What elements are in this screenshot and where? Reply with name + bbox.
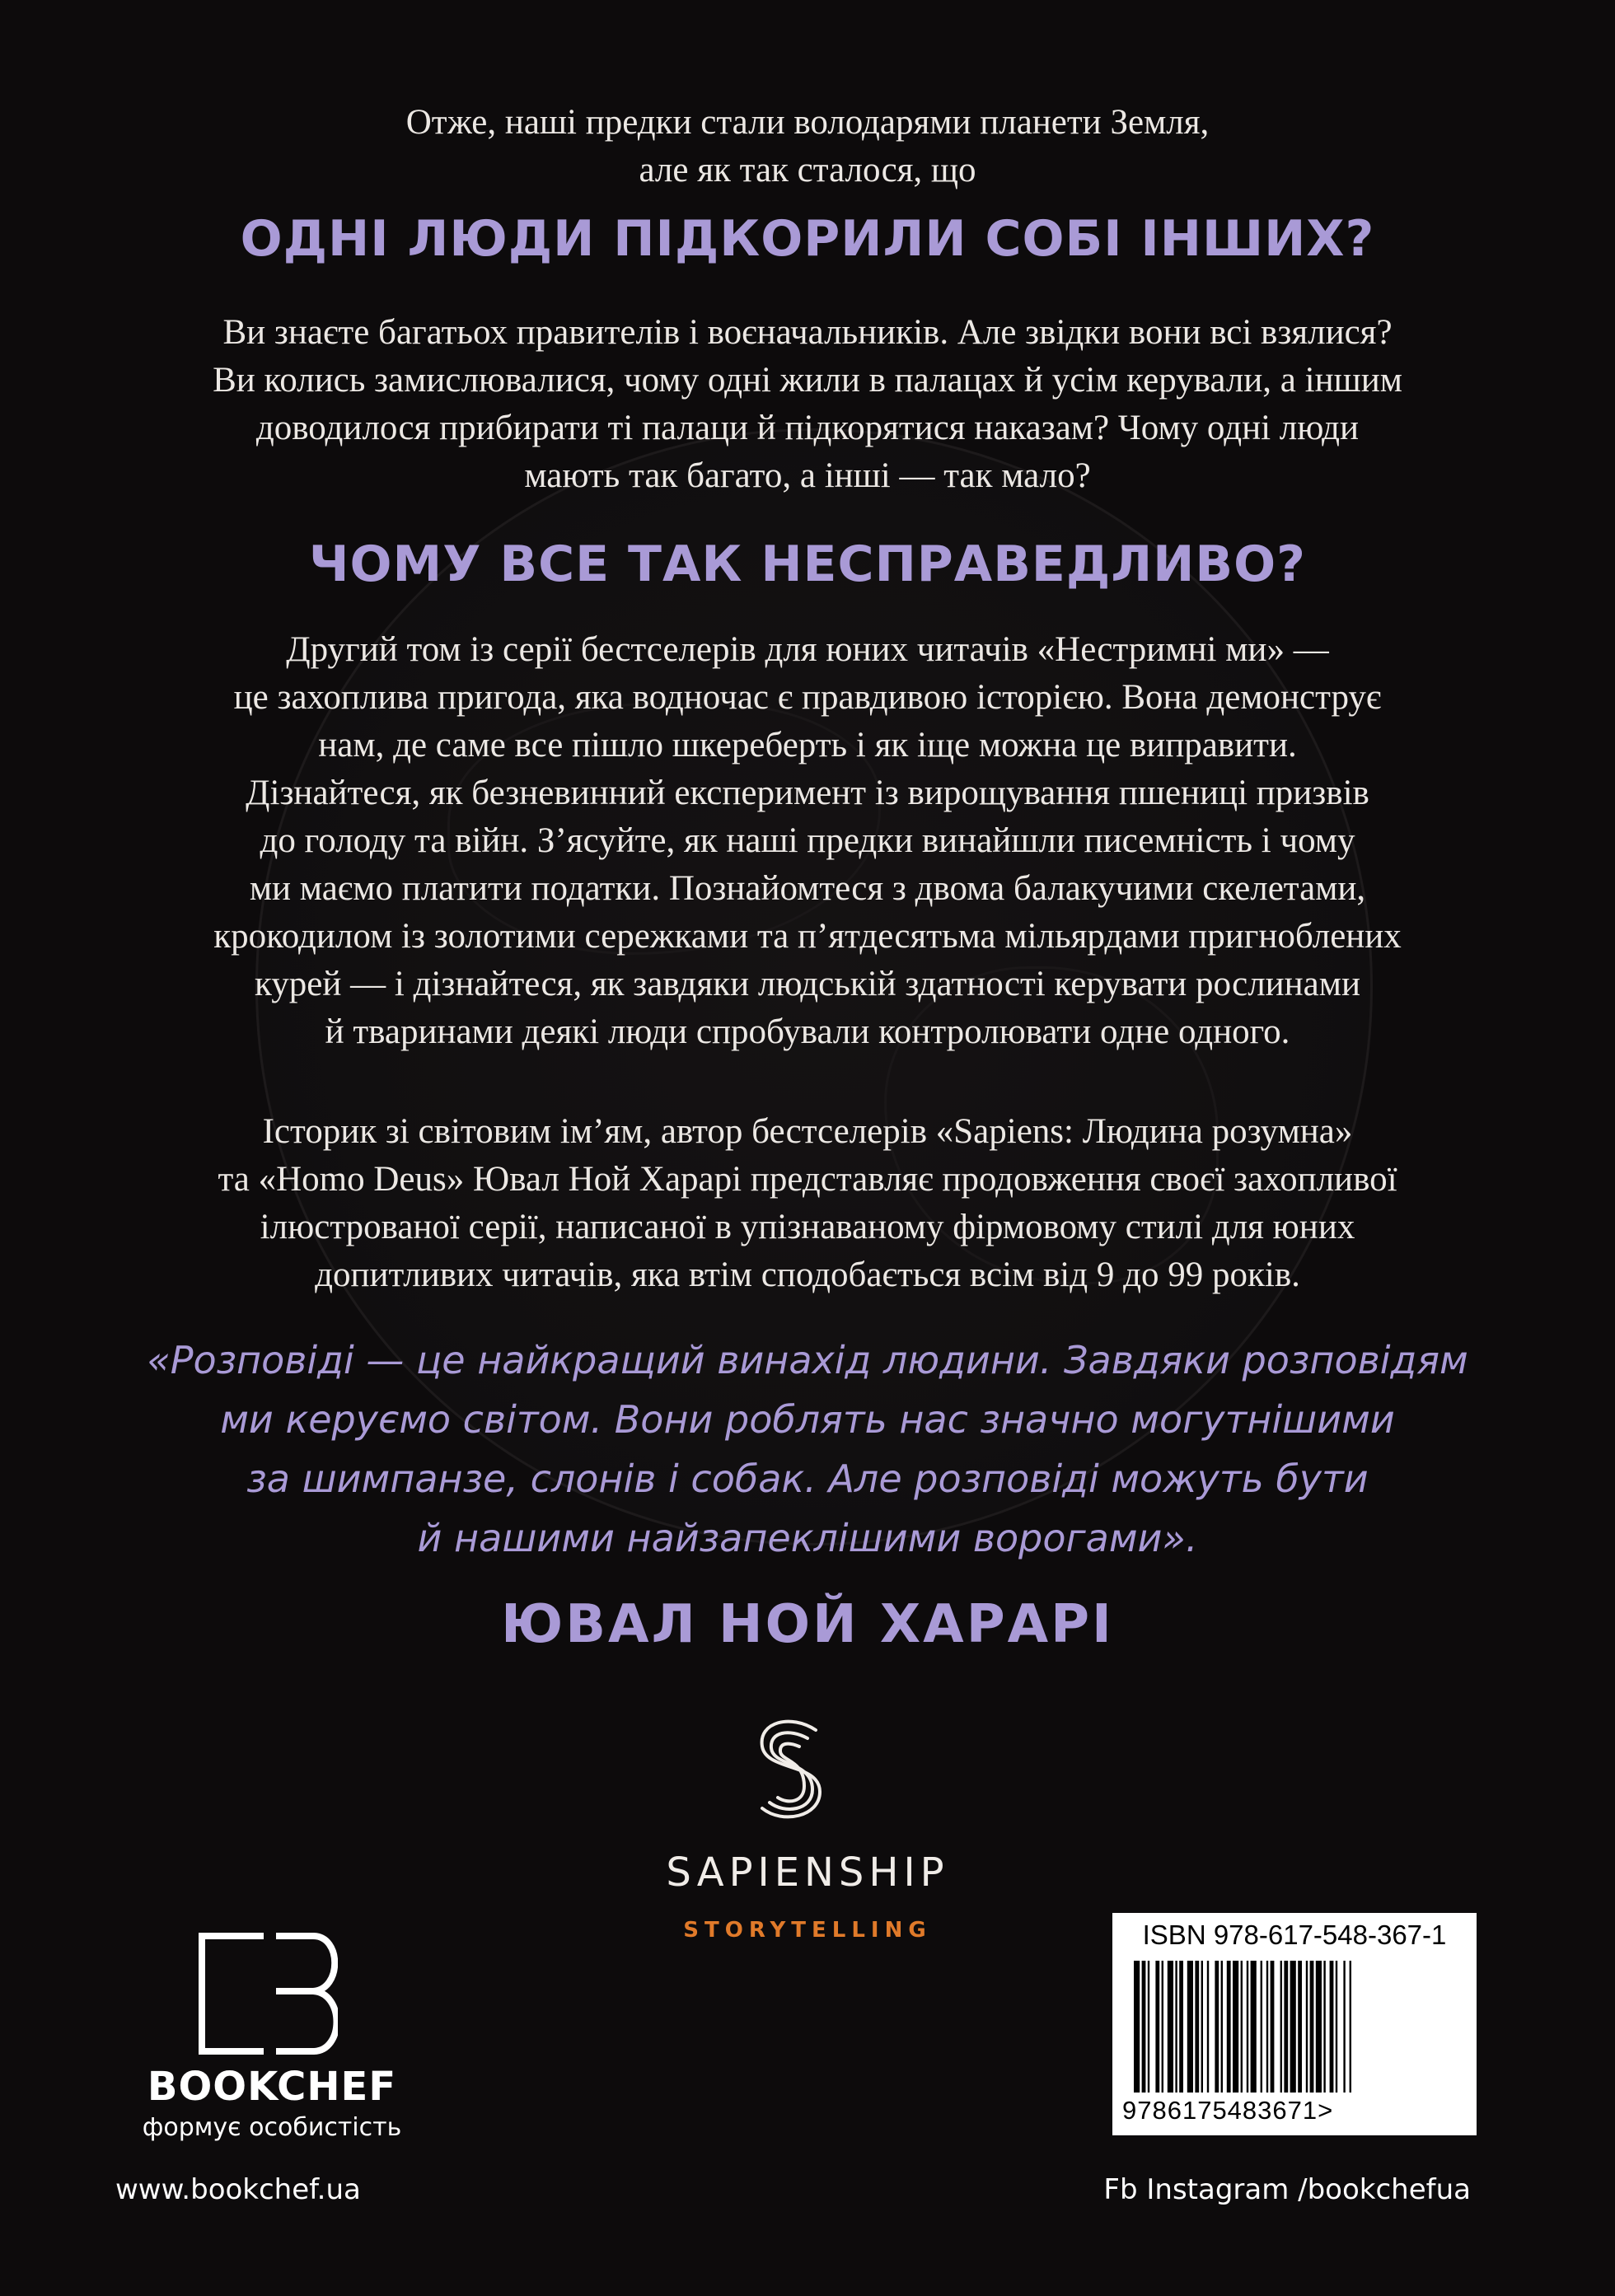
barcode-bar xyxy=(1330,1961,1334,2093)
barcode-bar xyxy=(1316,1961,1322,2093)
barcode-bar xyxy=(1350,1961,1351,2093)
barcode-bar xyxy=(1280,1961,1282,2093)
barcode-bar xyxy=(1155,1961,1159,2093)
quote-author: ЮВАЛ НОЙ ХАРАРІ xyxy=(501,1594,1114,1655)
heading-one: ОДНІ ЛЮДИ ПІДКОРИЛИ СОБІ ІНШИХ? xyxy=(240,210,1375,268)
website-link[interactable]: www.bookchef.ua xyxy=(115,2173,361,2206)
text-line: нам, де саме все пішло шкереберть і як іще можна це виправити. xyxy=(318,726,1297,765)
text-line: допитливих читачів, яка втім сподобається всім від 9 до 99 років. xyxy=(315,1256,1300,1294)
barcode-bar xyxy=(1247,1961,1248,2093)
barcode-bar xyxy=(1310,1961,1314,2093)
text-line: Ви знаєте багатьох правителів і воєначальників. Але звідки вони всі взялися? xyxy=(222,313,1393,352)
sapienship-name: SAPIENSHIP xyxy=(666,1849,949,1896)
text-line: крокодилом із золотими сережками та п’ятдесятьма мільярдами пригноблених xyxy=(213,917,1402,956)
text-line: це захоплива пригода, яка водночас є правдивою історією. Вона демонструє xyxy=(233,678,1382,717)
barcode-bar xyxy=(1148,1961,1149,2093)
barcode-bar xyxy=(1266,1961,1268,2093)
text-line: Історик зі світовим ім’ям, автор бестселерів «Sapiens: Людина розумна» xyxy=(262,1112,1353,1151)
barcode-bar xyxy=(1187,1961,1193,2093)
heading-two: ЧОМУ ВСЕ ТАК НЕСПРАВЕДЛИВО? xyxy=(309,535,1306,593)
barcode-bar xyxy=(1162,1961,1163,2093)
text-line: й тваринами деякі люди спробували контролювати одне одного. xyxy=(325,1012,1290,1051)
cb-logo-icon xyxy=(198,1932,338,2055)
text-line: до голоду та війн. З’ясуйте, як наші предки винайшли писемність і чому xyxy=(260,821,1355,860)
intro-line: Отже, наші предки стали володарями планети Земля, xyxy=(405,103,1210,142)
barcode-bar xyxy=(1284,1961,1288,2093)
quote-line: й нашими найзапеклішими ворогами». xyxy=(417,1516,1198,1560)
barcode-bar xyxy=(1233,1961,1238,2093)
barcode-bar xyxy=(1290,1961,1296,2093)
s-wave-logo-icon xyxy=(742,1714,840,1829)
social-links[interactable]: Fb Instagram /bookchefua xyxy=(1103,2173,1471,2206)
intro-line: але як так сталося, що xyxy=(639,151,976,189)
barcode-bar xyxy=(1261,1961,1262,2093)
text-line: мають так багато, а інші — так мало? xyxy=(524,456,1091,495)
barcode-bar xyxy=(1251,1961,1257,2093)
barcode-digits: 9786175483671> xyxy=(1122,2096,1334,2125)
isbn-label: ISBN 978-617-548-367-1 xyxy=(1142,1920,1447,1950)
quote-line: ми керуємо світом. Вони роблять нас значно могутнішими xyxy=(220,1397,1395,1442)
barcode-bar xyxy=(1195,1961,1199,2093)
bookchef-tagline: формує особистість xyxy=(142,2113,402,2142)
barcode-bar xyxy=(1336,1961,1337,2093)
quote-line: за шимпанзе, слонів і собак. Але розповіді можуть бути xyxy=(246,1457,1369,1501)
text-line: ілюстрованої серії, написаної в упізнаваному фірмовому стилі для юних xyxy=(260,1208,1355,1246)
barcode-panel xyxy=(1112,1913,1477,2135)
paragraph-one xyxy=(107,309,1508,500)
barcode-bar xyxy=(1306,1961,1308,2093)
barcode-bar xyxy=(1179,1961,1183,2093)
text-line: доводилося прибирати ті палаци й підкорятися наказам? Чому одні люди xyxy=(255,409,1360,447)
text-line: Дізнайтеся, як безневинний експеримент із вирощування пшениці призвів xyxy=(246,774,1369,812)
barcode-bar xyxy=(1298,1961,1302,2093)
paragraph-two xyxy=(107,626,1508,1056)
barcode-bar xyxy=(1343,1961,1345,2093)
sapienship-storytelling: STORYTELLING xyxy=(683,1918,932,1943)
barcode-icon xyxy=(1134,1961,1455,2093)
barcode-bar xyxy=(1271,1961,1275,2093)
barcode-bar xyxy=(1215,1961,1219,2093)
barcode-bar xyxy=(1227,1961,1231,2093)
barcode-bar xyxy=(1323,1961,1325,2093)
barcode-bar xyxy=(1142,1961,1146,2093)
barcode-bar xyxy=(1168,1961,1173,2093)
bookchef-name: BOOKCHEF xyxy=(147,2064,397,2110)
barcode-bar xyxy=(1175,1961,1177,2093)
barcode-bar xyxy=(1241,1961,1243,2093)
text-line: ми маємо платити податки. Познайомтеся з двома балакучими скелетами, xyxy=(249,869,1366,908)
text-line: Другий том із серії бестселерів для юних читачів «Нестримні ми» — xyxy=(286,630,1329,669)
quote-line: «Розповіді — це найкращий винахід людини. Завдяки розповідям xyxy=(147,1338,1468,1382)
barcode-bar xyxy=(1221,1961,1223,2093)
paragraph-three xyxy=(107,1108,1508,1299)
text-line: та «Homo Deus» Ювал Ной Харарі представляє продовження своєї захопливої xyxy=(218,1160,1397,1199)
quote-block xyxy=(82,1330,1533,1568)
barcode-bar xyxy=(1201,1961,1203,2093)
barcode-bar xyxy=(1207,1961,1209,2093)
text-line: Ви колись замислювалися, чому одні жили в палацах й усім керували, а іншим xyxy=(213,361,1402,400)
intro-text xyxy=(107,99,1508,194)
text-line: курей — і дізнайтеся, як завдяки людській здатності керувати рослинами xyxy=(255,965,1360,1003)
barcode-bar xyxy=(1134,1961,1140,2093)
